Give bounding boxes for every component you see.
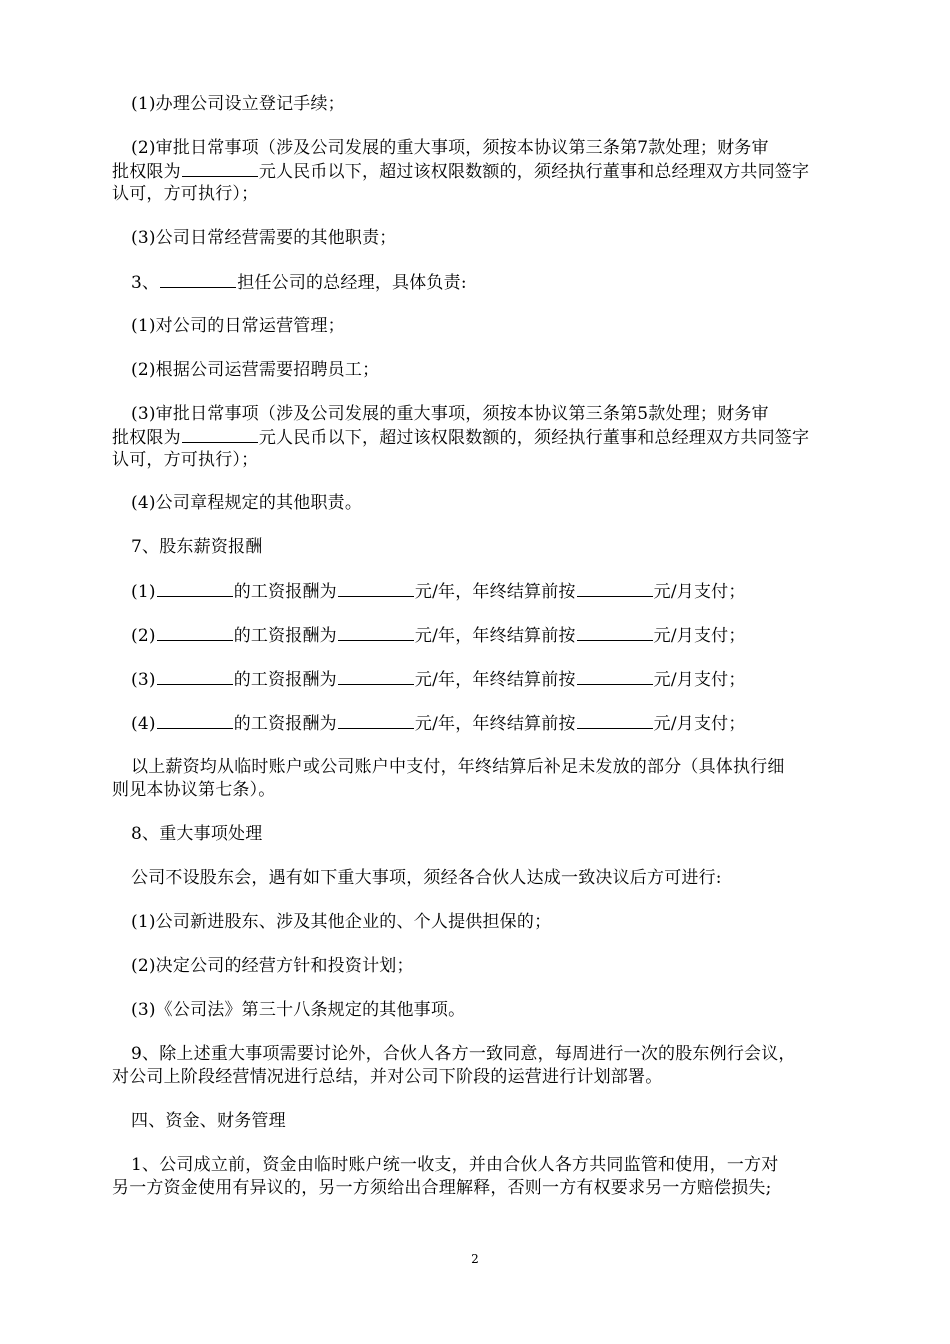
blank-field	[182, 425, 258, 443]
section-heading: 四、资金、财务管理	[131, 1111, 286, 1131]
paragraph: (1)对公司的日常运营管理；	[131, 316, 345, 336]
blank-field	[157, 623, 233, 641]
text: 元/月支付；	[653, 582, 746, 602]
blank-field	[577, 579, 653, 597]
section-heading: 8、重大事项处理	[131, 824, 263, 844]
paragraph-line: 则见本协议第七条）。	[112, 780, 276, 800]
text: 元/月支付；	[653, 714, 746, 734]
text: (1)	[131, 582, 156, 602]
paragraph-line	[112, 425, 812, 450]
blank-field	[157, 579, 233, 597]
blank-field	[157, 711, 233, 729]
text: 的工资报酬为	[233, 626, 337, 646]
paragraph: (3)《公司法》第三十八条规定的其他事项。	[131, 1000, 466, 1020]
blank-field	[160, 270, 236, 288]
text: 元/年，年终结算前按	[414, 626, 576, 646]
text: 元/月支付；	[653, 670, 746, 690]
salary-line	[131, 711, 831, 736]
paragraph: (2)根据公司运营需要招聘员工；	[131, 360, 380, 380]
text: 元/年，年终结算前按	[414, 714, 576, 734]
text: 3、	[131, 273, 160, 293]
text: 的工资报酬为	[233, 582, 337, 602]
text: (3)	[131, 670, 156, 690]
blank-field	[338, 711, 414, 729]
salary-line	[131, 623, 831, 648]
text: (2)	[131, 626, 156, 646]
blank-field	[577, 711, 653, 729]
paragraph	[131, 270, 831, 295]
paragraph: 1、公司成立前，资金由临时账户统一收支，并由合伙人各方共同监管和使用，一方对	[131, 1155, 779, 1175]
text: 元/年，年终结算前按	[414, 670, 576, 690]
paragraph-line	[112, 159, 812, 184]
blank-field	[182, 159, 258, 177]
blank-field	[338, 667, 414, 685]
page-number: 2	[471, 1252, 479, 1266]
paragraph: (4)公司章程规定的其他职责。	[131, 493, 363, 513]
text: 担任公司的总经理，具体负责:	[237, 273, 467, 293]
blank-field	[157, 667, 233, 685]
blank-field	[577, 667, 653, 685]
text: 的工资报酬为	[233, 670, 337, 690]
text: 的工资报酬为	[233, 714, 337, 734]
blank-field	[577, 623, 653, 641]
text: 元/月支付；	[653, 626, 746, 646]
paragraph-line: 认可，方可执行）；	[112, 184, 259, 204]
text: (4)	[131, 714, 156, 734]
text: 元人民币以下，超过该权限数额的，须经执行董事和总经理双方共同签字	[258, 428, 810, 448]
paragraph: (2)决定公司的经营方针和投资计划；	[131, 956, 414, 976]
text: 元/年，年终结算前按	[414, 582, 576, 602]
paragraph: 以上薪资均从临时账户或公司账户中支付，年终结算后补足未发放的部分（具体执行细	[131, 757, 785, 777]
paragraph-line: 对公司上阶段经营情况进行总结，并对公司下阶段的运营进行计划部署。	[112, 1067, 663, 1087]
blank-field	[338, 579, 414, 597]
text: 元人民币以下，超过该权限数额的，须经执行董事和总经理双方共同签字	[258, 162, 810, 182]
paragraph: (2)审批日常事项（涉及公司发展的重大事项，须按本协议第三条第7款处理；财务审	[131, 138, 769, 158]
paragraph: 9、除上述重大事项需要讨论外，合伙人各方一致同意，每周进行一次的股东例行会议，	[131, 1044, 796, 1064]
paragraph: 公司不设股东会，遇有如下重大事项，须经各合伙人达成一致决议后方可进行:	[131, 868, 722, 888]
text: 批权限为	[112, 162, 181, 182]
text: 批权限为	[112, 428, 181, 448]
salary-line	[131, 667, 831, 692]
paragraph: (1)公司新进股东、涉及其他企业的、个人提供担保的；	[131, 912, 552, 932]
salary-line	[131, 579, 831, 604]
section-heading: 7、股东薪资报酬	[131, 537, 263, 557]
paragraph-line: 认可，方可执行）；	[112, 450, 259, 470]
paragraph: (3)审批日常事项（涉及公司发展的重大事项，须按本协议第三条第5款处理；财务审	[131, 404, 769, 424]
paragraph: (3)公司日常经营需要的其他职责；	[131, 228, 397, 248]
paragraph: (1)办理公司设立登记手续；	[131, 94, 345, 114]
blank-field	[338, 623, 414, 641]
paragraph-line: 另一方资金使用有异议的，另一方须给出合理解释，否则一方有权要求另一方赔偿损失;	[112, 1178, 772, 1198]
